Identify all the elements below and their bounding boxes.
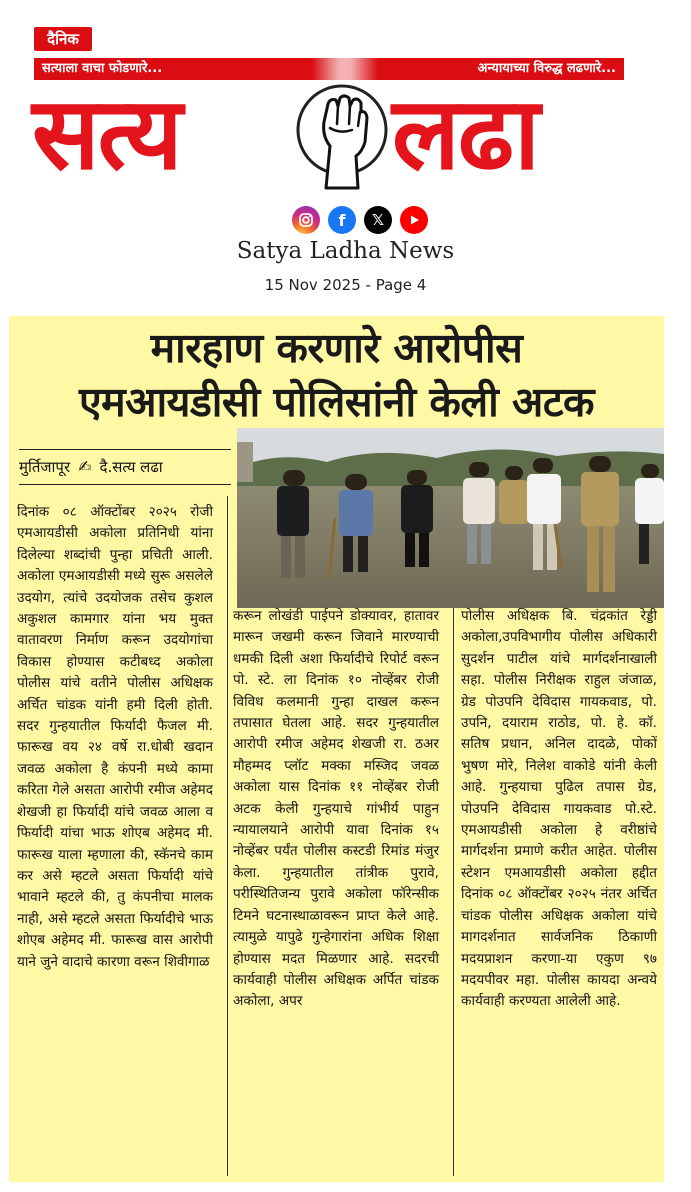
logo-word-satya: सत्य bbox=[32, 75, 181, 192]
slogan-left: सत्याला वाचा फोडणारे... bbox=[34, 58, 312, 80]
edition-date-page: 15 Nov 2025 - Page 4 bbox=[264, 276, 427, 294]
logo-word-ladha: लढा bbox=[392, 75, 538, 192]
youtube-icon[interactable] bbox=[400, 206, 428, 234]
news-photo bbox=[237, 428, 664, 608]
daily-tag: दैनिक bbox=[34, 27, 92, 51]
x-icon[interactable]: 𝕏 bbox=[364, 206, 392, 234]
byline bbox=[19, 449, 231, 485]
facebook-icon[interactable]: f bbox=[328, 206, 356, 234]
raised-fist-icon bbox=[296, 76, 388, 196]
article-column-3: पोलीस अधिक्षक बि. चंद्रकांत रेड्डी अकोला,उपविभागीय पोलीस अधिकारी सुदर्शन पाटील यांचे मार्गदर्शनाखाली सहा. पोलीस निरीक्षक राहुल जंजाळ, ग्रेड पोउपनि देविदास गायकवाड, पो. उपनि, दयाराम राठोड, पो. हे. कॉ. सतिष प्रधान, अनिल दादळे, पोकों भुषण मोरे, निलेश वाकोडे यांनी केली आहे. गुन्हयाचा पुढिल तपास ग्रेड, पोउपनि देविदास गायकवाड पो.स्टे. एमआयडीसी अकोला हे वरीष्ठांचे मार्गदर्शना प्रमाणे करीत आहेत. पोलीस स्टेशन एमआयडीसी अकोला हद्दीत दिनांक ०८ ऑक्टोंबर २०२५ नंतर अर्चित चांडक पोलीस अधिक्षक अकोला यांचे मागदर्शनात सार्वजनिक ठिकाणी मदयप्राशन करणा-या एकुण ९७ मदयपीवर महा. पोलीस कायदा अन्वये कार्यवाही करण्यता आलेली आहे. bbox=[461, 608, 657, 1010]
brand-name: Satya Ladha News bbox=[236, 238, 455, 264]
instagram-icon[interactable] bbox=[292, 206, 320, 234]
byline-place: मुर्तिजापूर bbox=[19, 458, 71, 476]
column-divider-1 bbox=[227, 496, 228, 1176]
headline-line-1: मारहाण करणारे आरोपीस bbox=[150, 324, 523, 372]
headline-line-2: एमआयडीसी पोलिसांनी केली अटक bbox=[79, 378, 594, 426]
pen-icon: ✍ bbox=[78, 457, 92, 476]
social-icons-row bbox=[292, 206, 428, 234]
article bbox=[9, 316, 664, 1182]
article-column-2: करून लोखंडी पाईपने डोक्यावर, हातावर मारून जखमी करून जिवाने मारण्याची धमकी दिली अशा फिर्यादीचे रिपोर्ट वरून पो. स्टे. ला दिनांक १० नोव्हेंबर रोजी विविध कलमानी गुन्हा दाखल करून तपासात घेतला आहे. सदर गुन्हयातील आरोपी रमीज अहेमद शेखजी रा. ठअर मौहम्मद प्लॉट मक्का मस्जिद जवळ अकोला यास दिनांक ११ नोव्हेंबर रोजी अटक केली गुन्हयाचे गांभीर्य पाहुन न्यायालयाने आरोपी यावा दिनांक १५ नोव्हेंबर पर्यंत पोलीस कस्टडी रिमांड मंजुर केला. गुन्हयातील तांत्रीक पुरावे, परीस्थितिजन्य पुरावे अकोला फॉरेन्सीक टिमने घटनास्थाळावरून प्राप्त केले आहे. त्यामुळे यापुढे गुन्हेगारांना अधिक शिक्षा होण्यास मदत मिळणार आहे. सदरची कार्यवाही पोलीस अधिक्षक अर्पित चांडक अकोला, अपर bbox=[233, 608, 439, 1010]
slogan-right: अन्यायाच्या विरुद्ध लढणारे... bbox=[378, 58, 624, 80]
article-column-1: दिनांक ०८ ऑक्टोंबर २०२५ रोजी एमआयडीसी अकोला प्रतिनिधी यांना दिलेल्या शब्दांची पुन्हा प्रचिती आली. अकोला एमआयडीसी मध्ये सुरू असलेले उदयोग, त्यांचे उदयोजक तसेच कुशल अकुशल कामगार यांना भय मुक्त वातावरण निर्माण करून उदयोगांचा विकास होण्यास कटीबध्द अकोला पोलीस यांचे वतीने पोलीस अधिक्षक अर्चित चांडक यांनी हमी दिली होती. सदर गुन्हयातील फिर्यादी फैजल मी. फारूख वय २४ वर्षे रा.धोबी खदान जवळ अकोला है कंपनी मध्ये कामा करिता गेले असता आरोपी रमीज अहेमद शेखजी हा फिर्यादी यांचे जवळ आला व फिर्यादी यांचा भाऊ शोएब अहेमद मी. फारूख याला म्हणाला की, स्कॅनचे काम कर असे म्हटले असता फिर्यादी यांचे भावाने म्हटले की, तु कंपनीचा मालक नाही, असे म्हटले असता फिर्यादीचे भाऊ शोएब अहेमद मी. फारूख वास आरोपी याने जुने वादाचे कारणा वरून शिवीगाळ bbox=[17, 504, 213, 970]
byline-source: दै.सत्य लढा bbox=[99, 458, 163, 476]
column-divider-2 bbox=[453, 608, 454, 1176]
